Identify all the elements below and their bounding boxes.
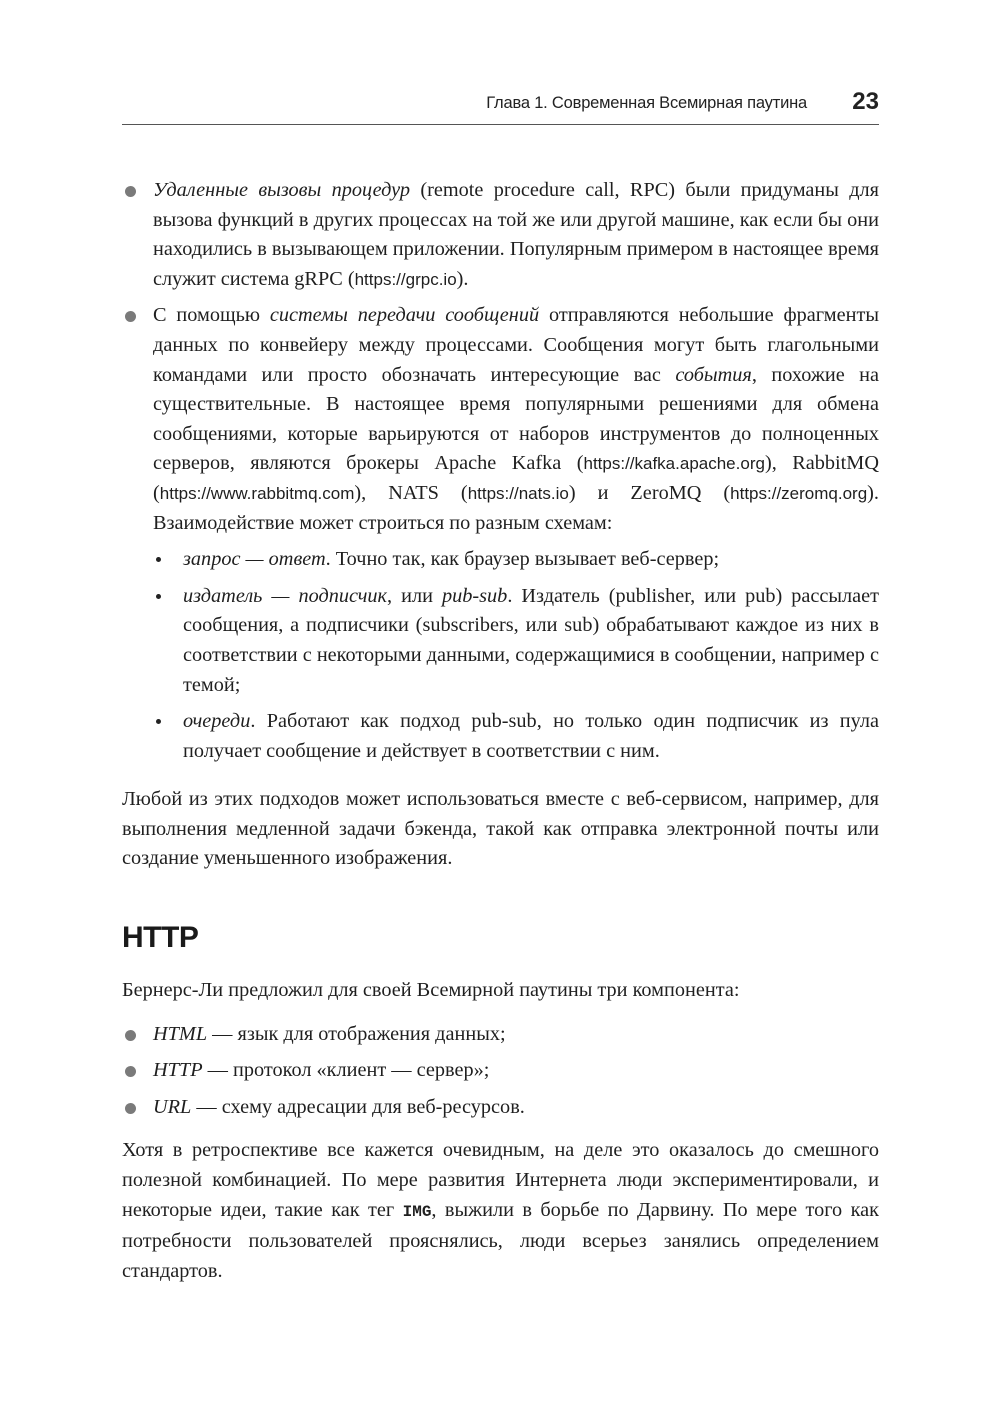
term-http: HTTP bbox=[153, 1059, 203, 1082]
pattern-request-response bbox=[153, 545, 879, 575]
pattern-text: . Издатель (publisher, или pub) рассылает сообщения, а подписчики (subscribers, или sub) обрабатывают каждое из них в соответствии с некоторыми данными, содержащимися в сообщении, например с темой; bbox=[183, 584, 880, 696]
running-head: Глава 1. Современная Всемирная паутина bbox=[486, 94, 807, 112]
paragraph-approaches: Любой из этих подходов может использоваться вместе с веб-сервисом, например, для выполнения медленной задачи бэкенда, такой как отправка электронной почты или создание уменьшенного изображения. bbox=[122, 788, 879, 870]
paragraph-retrospective bbox=[122, 1136, 879, 1286]
rpc-text-1: (remote procedure call, RPC) были придуманы для вызова функций в других процессах на той же или другой машине, как если бы они находились в вызывающем приложении. Популярным примером в настоящее время служит система gRPC ( bbox=[153, 179, 879, 290]
retrospective-text-1: Хотя в ретроспективе все кажется очевидным, на деле это оказалось до смешного полезной комбинацией. По мере развития Интернета люди экспериментировали, и некоторые идеи, такие как тег bbox=[122, 1139, 879, 1221]
nats-link[interactable]: https://nats.io bbox=[467, 483, 569, 503]
messaging-text-4: ), RabbitMQ ( bbox=[153, 452, 879, 504]
messaging-text-3: , похожие на существительные. В настоящее время популярными решениями для обмена сообщениями, которые варьируются от наборов инструментов до полноценных серверов, являются брокеры Apache Kafka ( bbox=[153, 363, 879, 475]
list-item-http bbox=[122, 1056, 879, 1086]
pattern-queues bbox=[153, 707, 879, 766]
messaging-text-7: ). Взаимодействие может строиться по разным схемам: bbox=[153, 481, 879, 534]
img-tag-code: IMG bbox=[402, 1202, 432, 1221]
term-url: URL bbox=[153, 1095, 192, 1118]
term-queues: очереди bbox=[183, 710, 251, 733]
list-item-rpc bbox=[122, 176, 879, 294]
term-html: HTML bbox=[153, 1022, 208, 1045]
list-item-url bbox=[122, 1093, 879, 1123]
messaging-text-6: ) и ZeroMQ ( bbox=[568, 481, 731, 504]
pattern-pub-sub bbox=[153, 582, 879, 700]
list-item-messaging bbox=[122, 301, 879, 766]
list-item-html bbox=[122, 1020, 879, 1050]
pattern-text: . Работают как подход pub-sub, но только один подписчик из пула получает сообщение и действует в соответствии с ним. bbox=[183, 710, 879, 762]
term-rpc: Удаленные вызовы процедур bbox=[153, 179, 411, 201]
grpc-link[interactable]: https://grpc.io bbox=[354, 269, 457, 289]
component-description: — схему адресации для веб-ресурсов. bbox=[191, 1095, 525, 1118]
component-description: — протокол «клиент — сервер»; bbox=[202, 1059, 490, 1082]
rabbitmq-link[interactable]: https://www.rabbitmq.com bbox=[159, 483, 355, 503]
kafka-link[interactable]: https://kafka.apache.org bbox=[583, 454, 765, 474]
pattern-text: . Точно так, как браузер вызывает веб-сервер; bbox=[325, 548, 720, 571]
messaging-text-5: ), NATS ( bbox=[354, 481, 468, 504]
messaging-text-1: С помощью bbox=[153, 304, 270, 327]
term-messaging: системы передачи сообщений bbox=[269, 304, 540, 327]
page-header bbox=[122, 88, 879, 125]
communication-methods-list bbox=[122, 176, 879, 766]
paragraph-http-intro: Бернерс-Ли предложил для своей Всемирной паутины три компонента: bbox=[122, 979, 740, 1002]
component-description: — язык для отображения данных; bbox=[207, 1022, 506, 1045]
term-events: события bbox=[675, 363, 752, 386]
retrospective-text-2: , выжили в борьбе по Дарвину. По мере того как потребности пользователей прояснялись, люди всерьез занялись определением стандартов. bbox=[122, 1198, 879, 1282]
zeromq-link[interactable]: https://zeromq.org bbox=[730, 483, 868, 503]
term-pub-sub: pub-sub bbox=[441, 584, 508, 607]
section-heading-http: HTTP bbox=[122, 921, 199, 955]
rpc-text-2: ). bbox=[456, 267, 469, 290]
messaging-text-2: отправляются небольшие фрагменты данных по конвейеру между процессами. Сообщения могут быть глагольными командами или просто обозначать интересующие вас bbox=[153, 304, 879, 386]
term-request-response: запрос — ответ bbox=[183, 548, 326, 571]
web-components-list bbox=[122, 1020, 879, 1123]
page-body bbox=[122, 176, 879, 1286]
page-number: 23 bbox=[852, 88, 879, 115]
term-publisher-subscriber: издатель — подписчик bbox=[183, 584, 388, 607]
pattern-text: , или bbox=[387, 584, 442, 607]
messaging-patterns-list bbox=[153, 545, 879, 766]
